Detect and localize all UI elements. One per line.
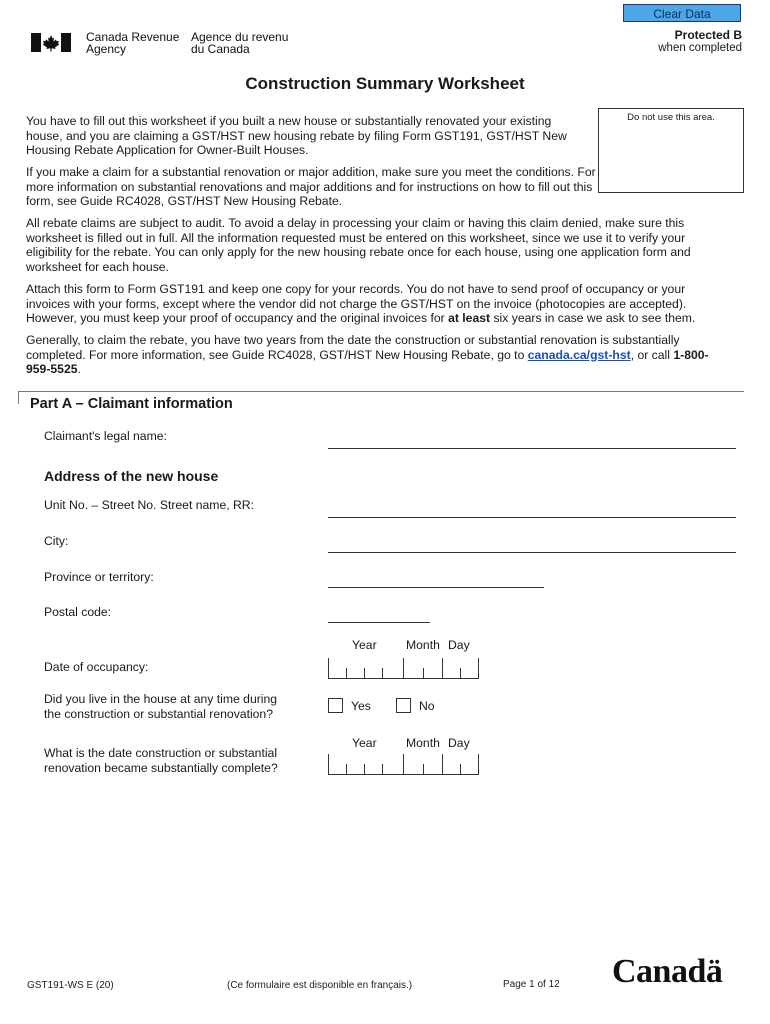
completion-question-line1: What is the date construction or substantial [44,746,278,760]
protected-status [658,28,742,54]
occupancy-month-heading: Month [406,638,440,652]
no-checkbox[interactable] [396,698,411,713]
canada-flag-icon [31,33,71,52]
intro-paragraph-4 [26,282,726,326]
intro-paragraph-3: All rebate claims are subject to audit. To avoid a delay in processing your claim or having this claim denied, make sure this worksheet is filled out in full. All the information requested must be entered on this worksheet, since we use it to verify your eligibility for the rebate. You can only apply for the new housing rebate once for each house, using one application form and worksheet for each house. [26,216,691,274]
intro-p4-text: Attach this form to Form GST191 and keep one copy for your records. You do not have to send proof of occupancy or your invoices with your forms, except where the vendor did not charge the GST/HST on the invoice (photocopies are accepted). However, you must keep your proof of occupancy and the original invoices for [26,282,687,325]
phone-number: 1-800-959-5525 [26,347,709,376]
gst-hst-link[interactable]: canada.ca/gst-hst [527,347,631,362]
occupancy-year-heading: Year [352,638,377,652]
when-completed-label: when completed [658,42,742,54]
city-label: City: [44,534,69,548]
page-title: Construction Summary Worksheet [245,74,525,93]
intro-p4-text-end: six years in case we ask to see them. [490,311,696,325]
intro-paragraph-5 [26,333,716,377]
office-use-label: Do not use this area. [627,112,715,123]
intro-paragraph-2: If you make a claim for a substantial renovation or major addition, make sure you meet the conditions. For more information on substantial renovations and major additions and for instructions on how to fill out this form, see Guide RC4028, GST/HST New Housing Rebate. [26,165,596,208]
lived-question-line1: Did you live in the house at any time during [44,692,278,706]
completion-date-field[interactable] [328,762,479,775]
occupancy-day-heading: Day [448,638,470,652]
intro-p5-text-mid: , or call [630,347,674,362]
lived-in-house-question [44,692,277,721]
clear-data-button[interactable]: Clear Data [623,4,741,22]
no-label: No [419,699,435,713]
form-identifier: GST191-WS E (20) [27,980,114,991]
intro-paragraph-1: You have to fill out this worksheet if you built a new house or substantially renovated your existing house, and you are claiming a GST/HST new housing rebate by filing Form GST191, GST/HST New Housing Rebate Application for Owner-Built Houses. [26,114,567,157]
street-label: Unit No. – Street No. Street name, RR: [44,498,254,512]
section-left-edge [18,391,19,404]
legal-name-label: Claimant's legal name: [44,429,167,443]
protected-label: Protected B [674,28,742,42]
agency-name-fr [191,31,288,55]
postal-code-field[interactable] [328,622,430,623]
province-label: Province or territory: [44,570,154,584]
completion-day-heading: Day [448,736,470,750]
part-a-heading: Part A – Claimant information [30,396,233,412]
yes-label: Yes [351,699,371,713]
office-use-box [598,108,744,193]
street-field[interactable] [328,517,736,518]
page-number: Page 1 of 12 [503,979,560,990]
city-field[interactable] [328,552,736,553]
intro-p4-bold: at least [448,311,491,325]
agency-en-line1: Canada Revenue [86,30,180,44]
completion-question-line2: renovation became substantially complete? [44,760,278,775]
agency-name-en [86,31,179,55]
occupancy-label: Date of occupancy: [44,660,149,674]
address-heading: Address of the new house [44,468,219,484]
agency-en-line2: Agency [86,42,127,56]
yes-checkbox[interactable] [328,698,343,713]
province-field[interactable] [328,587,544,588]
completion-year-heading: Year [352,736,377,750]
agency-fr-line2: du Canada [191,42,250,56]
canada-wordmark: Canadä [612,953,723,990]
occupancy-date-field[interactable] [328,666,479,679]
completion-month-heading: Month [406,736,440,750]
lived-question-line2: the construction or substantial renovation? [44,706,273,721]
completion-question [44,746,278,775]
agency-fr-line1: Agence du revenu [191,30,289,44]
section-divider [18,391,744,392]
intro-p5-text-end: . [77,362,81,376]
french-availability-note: (Ce formulaire est disponible en français.) [227,980,413,991]
postal-code-label: Postal code: [44,605,112,619]
intro-p5-text: Generally, to claim the rebate, you have two years from the date the construction or substantial renovation is substantially completed. For more information, see Guide RC4028, GST/HST New Housing Rebate, go to [26,333,680,362]
legal-name-field[interactable] [328,448,736,449]
